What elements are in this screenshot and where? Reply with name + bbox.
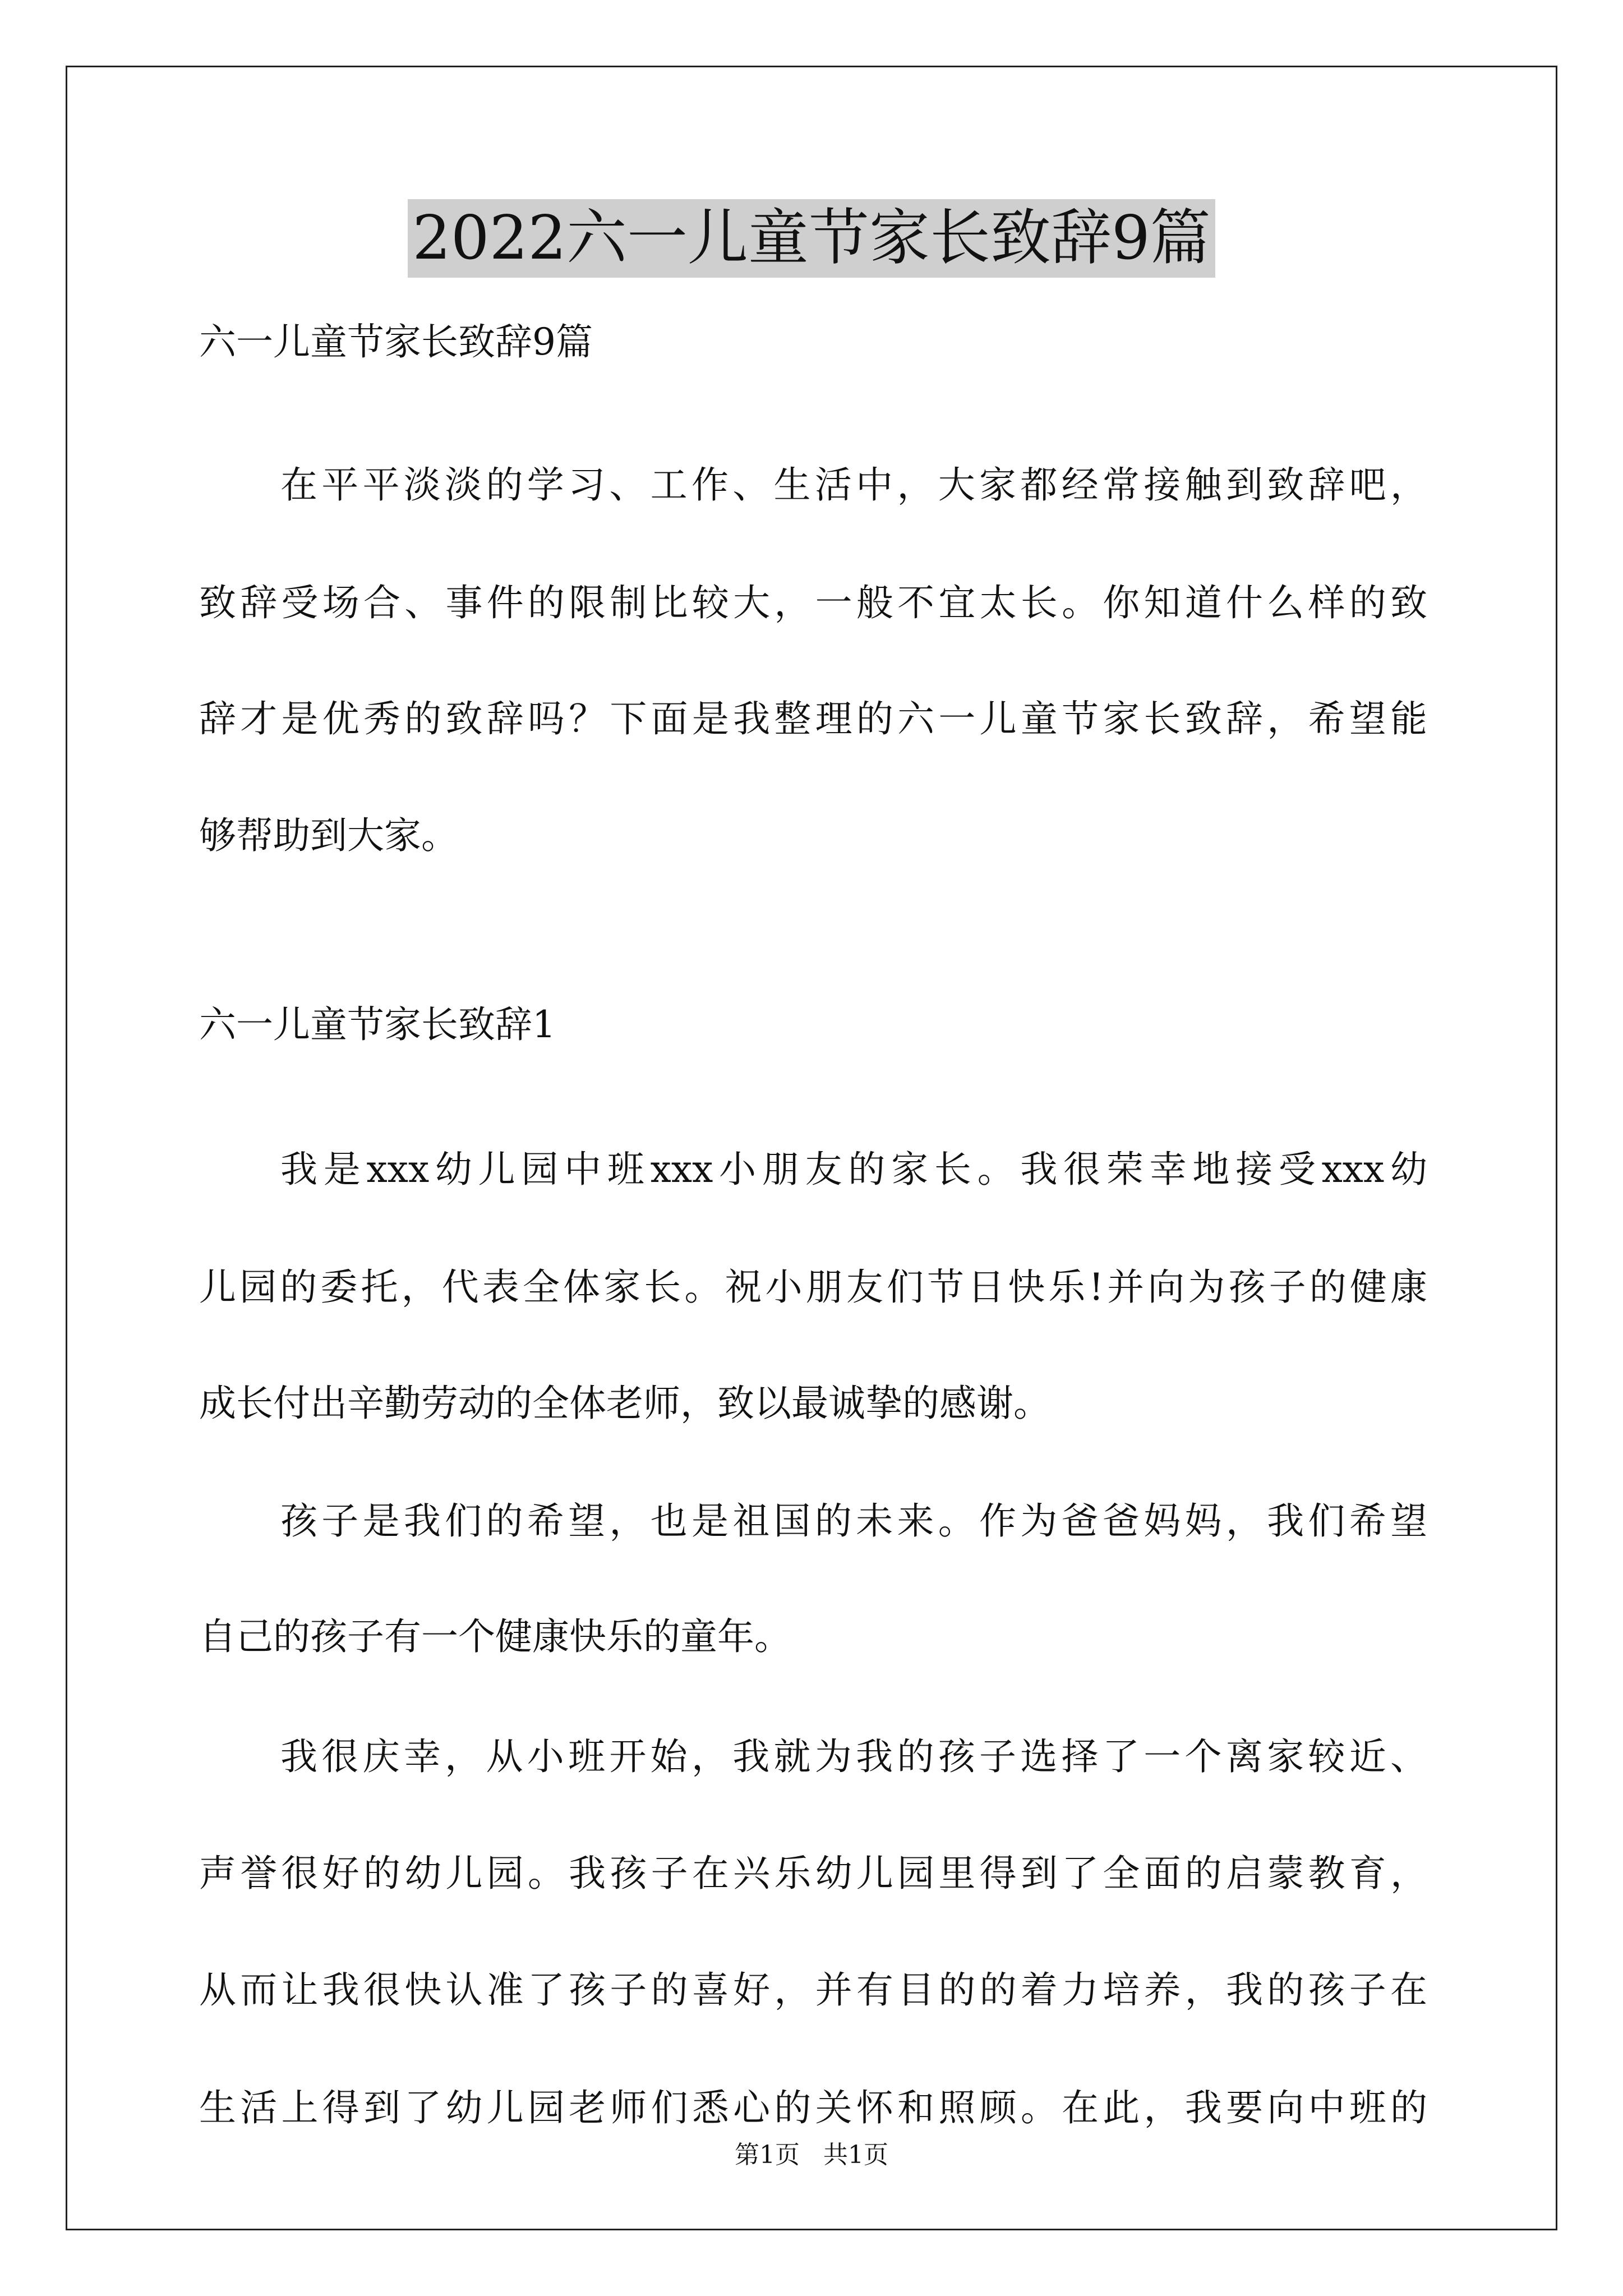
subtitle: 六一儿童节家长致辞9篇: [199, 320, 593, 364]
paragraph-1-line-1: 我是xxx幼儿园中班xxx小朋友的家长。我很荣幸地接受xxx幼: [280, 1148, 1427, 1191]
paragraph-1-line-2: 儿园的委托，代表全体家长。祝小朋友们节日快乐!并向为孩子的健康: [199, 1266, 1427, 1309]
page-footer: 第1页 共1页: [735, 2141, 888, 2169]
paragraph-3-line-1: 我很庆幸，从小班开始，我就为我的孩子选择了一个离家较近、: [280, 1735, 1427, 1778]
document-title: 2022六一儿童节家长致辞9篇: [408, 199, 1215, 278]
section-heading: 六一儿童节家长致辞1: [199, 1003, 556, 1046]
intro-line-1: 在平平淡淡的学习、工作、生活中，大家都经常接触到致辞吧，: [280, 463, 1427, 507]
paragraph-1-line-3: 成长付出辛勤劳动的全体老师，致以最诚挚的感谢。: [199, 1382, 1050, 1425]
paragraph-3-line-4: 生活上得到了幼儿园老师们悉心的关怀和照顾。在此，我要向中班的: [199, 2086, 1427, 2129]
paragraph-2-line-2: 自己的孩子有一个健康快乐的童年。: [199, 1615, 791, 1658]
title-container: [0, 199, 1623, 278]
intro-line-3: 辞才是优秀的致辞吗？下面是我整理的六一儿童节家长致辞，希望能: [199, 697, 1427, 740]
intro-line-2: 致辞受场合、事件的限制比较大，一般不宜太长。你知道什么样的致: [199, 581, 1427, 624]
paragraph-2-line-1: 孩子是我们的希望，也是祖国的未来。作为爸爸妈妈，我们希望: [280, 1499, 1427, 1543]
paragraph-3-line-3: 从而让我很快认准了孩子的喜好，并有目的的着力培养，我的孩子在: [199, 1968, 1427, 2012]
paragraph-3-line-2: 声誉很好的幼儿园。我孩子在兴乐幼儿园里得到了全面的启蒙教育，: [199, 1852, 1427, 1895]
intro-line-4: 够帮助到大家。: [199, 814, 458, 857]
